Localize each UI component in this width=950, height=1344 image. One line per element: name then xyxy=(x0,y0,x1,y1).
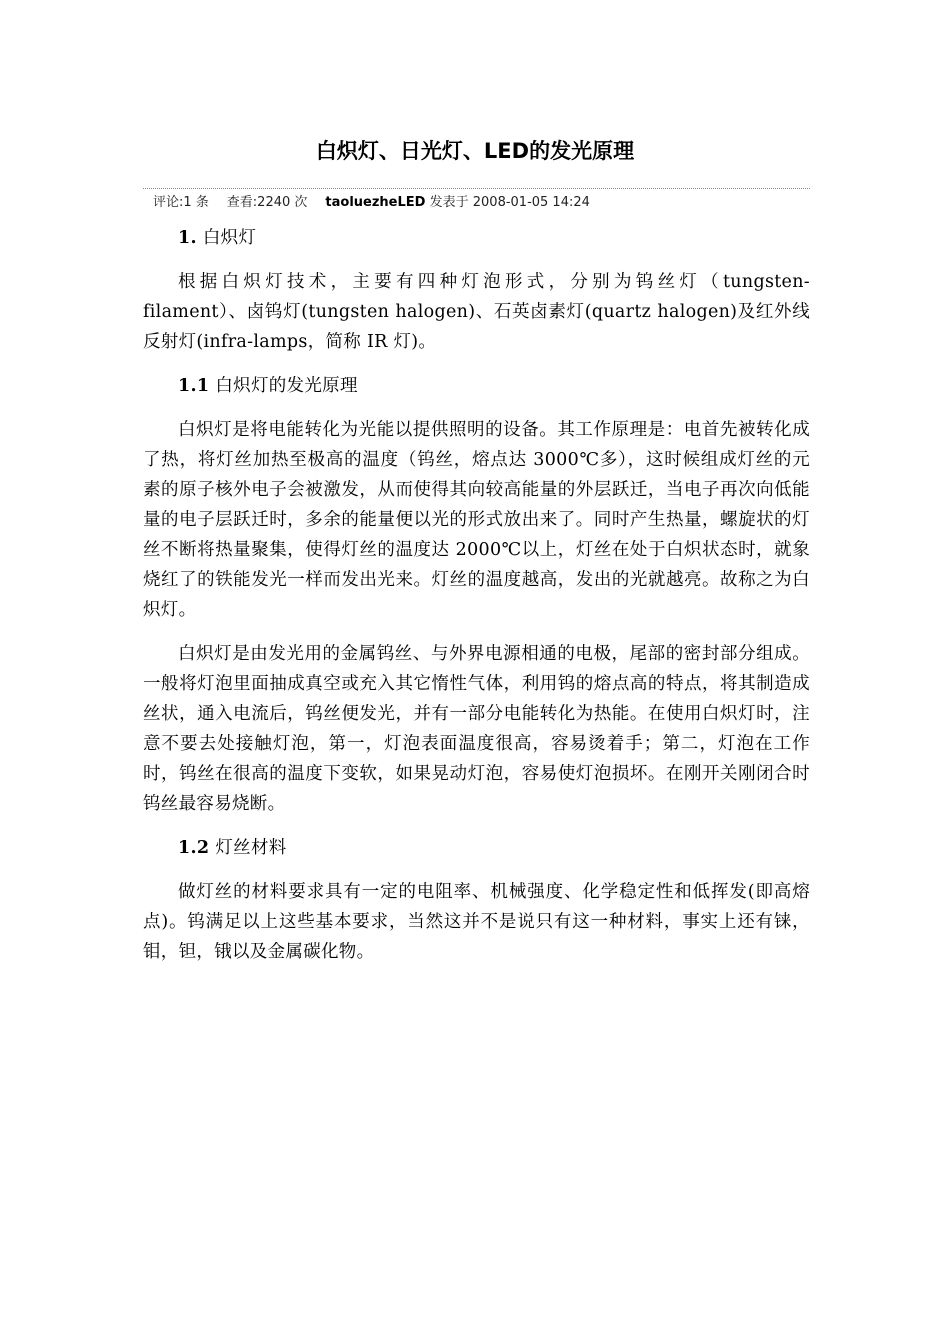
section-number: 1.1 xyxy=(178,376,210,396)
section-heading xyxy=(143,223,810,253)
post-date: 2008-01-05 14:24 xyxy=(472,195,590,210)
title-divider xyxy=(143,188,810,189)
section-heading-text: 灯丝材料 xyxy=(215,838,287,858)
section-number: 1. xyxy=(178,228,197,248)
posted-label: 发表于 xyxy=(429,195,469,210)
section-heading-text: 白炽灯的发光原理 xyxy=(215,376,358,396)
comment-count[interactable]: 评论:1 条 xyxy=(153,195,209,210)
post-meta xyxy=(153,193,590,213)
view-count: 查看:2240 次 xyxy=(226,195,308,210)
body-paragraph: 根据白炽灯技术，主要有四种灯泡形式，分别为钨丝灯（tungsten-filament）、卤钨灯(tungsten halogen)、石英卤素灯(quartz halogen)及红外线反射灯(infra-lamps，简称 IR 灯)。 xyxy=(143,272,810,352)
section-heading-text: 白炽灯 xyxy=(202,228,257,248)
section-heading xyxy=(143,371,810,401)
article-body xyxy=(143,223,810,981)
document-title: 白炽灯、日光灯、LED的发光原理 xyxy=(315,139,635,163)
section-heading xyxy=(143,833,810,863)
body-paragraph: 做灯丝的材料要求具有一定的电阻率、机械强度、化学稳定性和低挥发(即高熔点)。钨满足以上这些基本要求，当然这并不是说只有这一种材料，事实上还有铼，钼，钽，锇以及金属碳化物。 xyxy=(143,882,810,962)
body-paragraph: 白炽灯是由发光用的金属钨丝、与外界电源相通的电极，尾部的密封部分组成。一般将灯泡里面抽成真空或充入其它惰性气体，利用钨的熔点高的特点，将其制造成丝状，通入电流后，钨丝便发光，并有一部分电能转化为热能。在使用白炽灯时，注意不要去处接触灯泡，第一，灯泡表面温度很高，容易烫着手；第二，灯泡在工作时，钨丝在很高的温度下变软，如果晃动灯泡，容易使灯泡损坏。在刚开关刚闭合时钨丝最容易烧断。 xyxy=(143,644,810,814)
body-paragraph: 白炽灯是将电能转化为光能以提供照明的设备。其工作原理是：电首先被转化成了热，将灯丝加热至极高的温度（钨丝，熔点达 3000℃多），这时候组成灯丝的元素的原子核外电子会被激发，从而使得其向较高能量的外层跃迁，当电子再次向低能量的电子层跃迁时，多余的能量便以光的形式放出来了。同时产生热量，螺旋状的灯丝不断将热量聚集，使得灯丝的温度达 2000℃以上，灯丝在处于白炽状态时，就象烧红了的铁能发光一样而发出光来。灯丝的温度越高，发出的光就越亮。故称之为白炽灯。 xyxy=(143,420,810,620)
author-link[interactable]: taoluezheLED xyxy=(325,195,426,210)
section-number: 1.2 xyxy=(178,838,210,858)
